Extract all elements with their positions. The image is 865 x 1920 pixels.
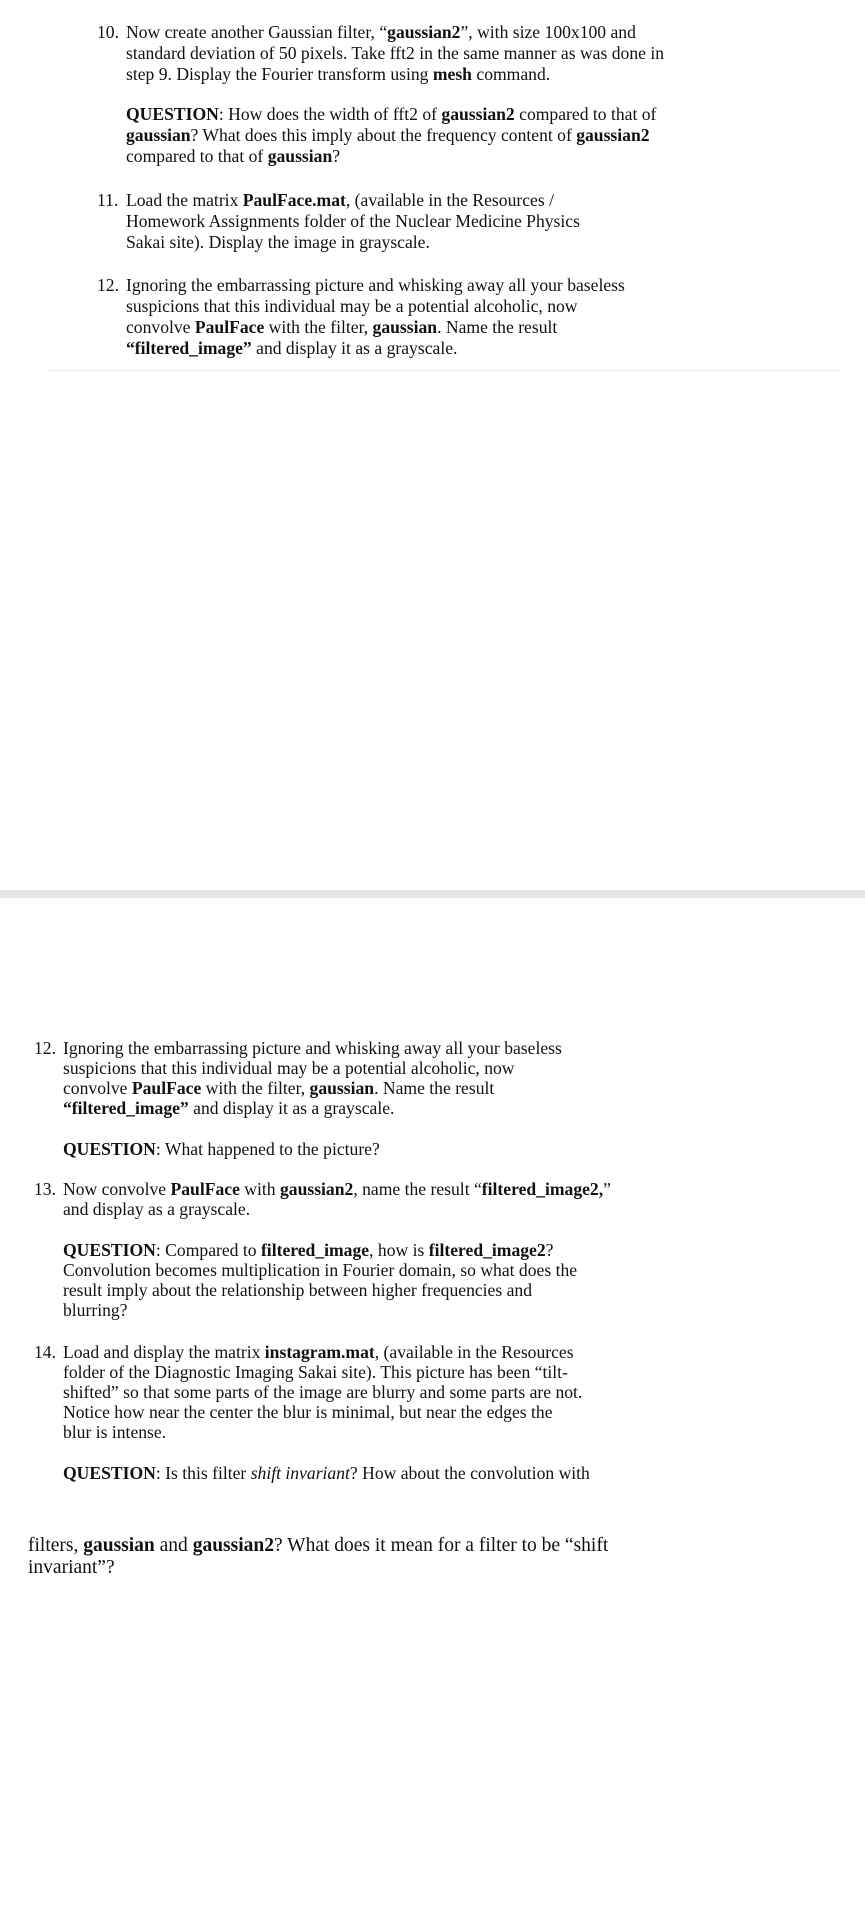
item-12-line-3: convolve PaulFace with the filter, gaussian. Name the result [126,317,558,337]
item-11-line-1: Load the matrix PaulFace.mat, (available in the Resources / [126,190,554,210]
item-14-line-1: Load and display the matrix instagram.mat, (available in the Resources [63,1342,574,1362]
question-10-line-1: QUESTION: How does the width of fft2 of gaussian2 compared to that of [126,104,657,124]
item-12-line-1: Ignoring the embarrassing picture and whisking away all your baseless [126,275,625,295]
item-12b-line-3: convolve PaulFace with the filter, gaussian. Name the result [63,1078,495,1098]
question-10 [126,104,656,166]
item-12b-line-1: Ignoring the embarrassing picture and whisking away all your baseless [63,1038,562,1058]
item-number: 14. [34,1342,56,1362]
item-11-line-3: Sakai site). Display the image in grayscale. [126,232,430,252]
item-14-line-3: shifted” so that some parts of the image are blurry and some parts are not. [63,1382,583,1402]
question-13-line-3: result imply about the relationship between higher frequencies and [63,1280,533,1300]
question-13 [63,1240,577,1320]
item-number: 12. [34,1038,56,1058]
item-12b-line-2: suspicions that this individual may be a potential alcoholic, now [63,1058,515,1078]
item-13-line-2: and display as a grayscale. [63,1199,251,1219]
item-12b-line-4: “filtered_image” and display it as a grayscale. [63,1098,395,1118]
question-14-continuation [28,1535,608,1579]
item-14-line-2: folder of the Diagnostic Imaging Sakai site). This picture has been “tilt- [63,1362,568,1382]
item-10-line-1: Now create another Gaussian filter, “gaussian2”, with size 100x100 and [126,22,636,42]
question-13-line-1: QUESTION: Compared to filtered_image, how is filtered_image2? [63,1240,554,1260]
question-10-line-2: gaussian? What does this imply about the frequency content of gaussian2 [126,125,650,145]
continuation-line-1: filters, gaussian and gaussian2? What does it mean for a filter to be “shift [28,1535,609,1556]
continuation-line-2: invariant”? [28,1557,115,1578]
item-13-line-1: Now convolve PaulFace with gaussian2, name the result “filtered_image2,” [63,1179,611,1199]
question-10-line-3: compared to that of gaussian? [126,146,341,166]
item-14-line-5: blur is intense. [63,1422,167,1442]
item-12-line-2: suspicions that this individual may be a potential alcoholic, now [126,296,578,316]
item-11-line-2: Homework Assignments folder of the Nuclear Medicine Physics [126,211,580,231]
item-12-line-4: “filtered_image” and display it as a grayscale. [126,338,458,358]
question-13-line-4: blurring? [63,1300,128,1320]
question-14: QUESTION: Is this filter shift invariant? How about the convolution with [63,1463,590,1483]
page-one-panel [0,0,865,890]
item-14-line-4: Notice how near the center the blur is minimal, but near the edges the [63,1402,553,1422]
question-12: QUESTION: What happened to the picture? [63,1139,380,1159]
item-number: 13. [34,1179,56,1199]
item-number: 10. [97,22,119,42]
item-10-line-2: standard deviation of 50 pixels. Take fft2 in the same manner as was done in [126,43,665,63]
item-number: 12. [97,275,119,295]
page-divider [48,370,840,371]
page-separator [0,890,865,898]
question-13-line-2: Convolution becomes multiplication in Fourier domain, so what does the [63,1260,578,1280]
item-10-line-3: step 9. Display the Fourier transform using mesh command. [126,64,551,84]
item-number: 11. [97,190,119,210]
